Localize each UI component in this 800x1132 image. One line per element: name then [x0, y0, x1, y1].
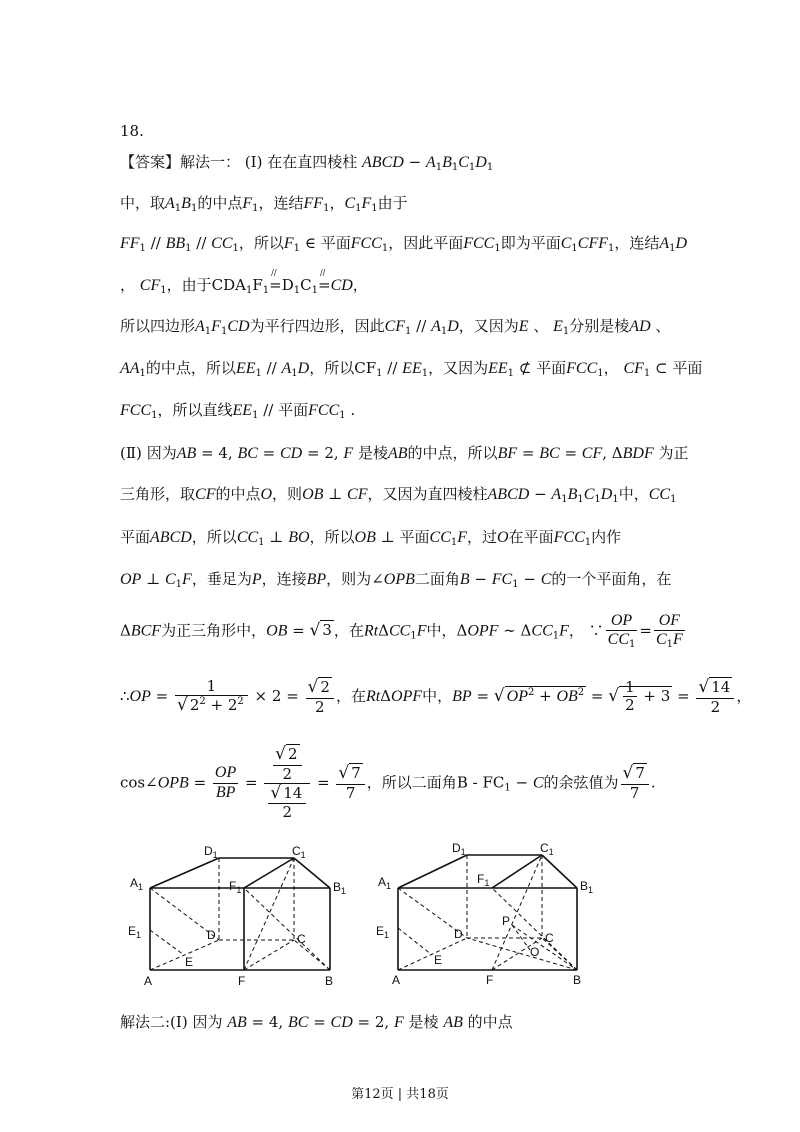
- fig1-label-E1: $E_1$: [128, 924, 142, 940]
- answer-line-14: cos∠OPB = $\frac{OP}{BP}$ = $\frac{\frac{√ 2}{2}}{\frac{√ 14}{2}}$ = $\frac{√ 7}{7}$ ，所以二面角$B - FC_1 - C$的余弦值为 $\frac{√ 7}{7}$ .: [120, 744, 656, 822]
- fig2-label-P: P: [502, 914, 511, 928]
- fig1-label-A1: $A_1$: [130, 876, 144, 892]
- prism-figure-2: [370, 830, 610, 995]
- fig1-label-C1: $C_1$: [292, 844, 306, 860]
- fig1-label-E: E: [185, 955, 194, 969]
- fig2-label-F1: $F_1$: [477, 872, 490, 888]
- answer-line-4: ， $CF_1$，由于$CDA_1F_1$ // $=D_1C_1$ // =CD，: [120, 268, 368, 296]
- fig2-label-D1: $D_1$: [452, 841, 466, 857]
- answer-line-12: ΔBCF为正三角形中，OB = √ 3 ，在RtΔCC$_1$F中，ΔOPF ∼ $\Delta CC_1F$， ∵ $\frac{OP}{CC_1}$ = $\frac{OF}{C_1F}$: [120, 612, 683, 651]
- fig2-label-E: E: [434, 953, 443, 967]
- fig1-label-D1: $D_1$: [204, 844, 218, 860]
- answer-line-6: $AA_1$的中点，所以$EE_1 // A_1D$，所以$CF_1 // EE_1$，又因为$EE_1$ ⊄ 平面$FCC_1$， $CF_1$ ⊂ 平面: [120, 359, 703, 379]
- fig2-label-B: B: [573, 973, 582, 987]
- answer-line-3: $FF_1 // BB_1 // CC_1$，所以$F_1$ ∈ 平面$FCC_1$，因此平面$FCC_1$即为平面$C_1CFF_1$，连结$A_1D$: [120, 234, 688, 254]
- question-number: 18.: [120, 122, 144, 140]
- fig1-label-C: C: [297, 932, 306, 946]
- answer-line-11: OP ⊥ $C_1F$，垂足为P，连接BP，则为∠OPB二面角$B - FC_1 - C$的一个平面角，在: [120, 570, 672, 590]
- method-2-line: 解法二:(Ⅰ) 因为 AB = 4, BC = CD = 2, F 是棱 AB 的中点: [120, 1013, 513, 1031]
- fig1-label-D: D: [207, 928, 216, 942]
- fig2-label-C1: $C_1$: [540, 841, 554, 857]
- fig2-label-F: F: [486, 973, 494, 987]
- answer-line-13: ∴OP = $\frac{1}{√ 2^2 + 2^2}$ × 2 = $\frac{√ 2}{2}$ ，在RtΔOPF中，BP = √ $OP^2 + OB^2$ = √ $\frac{1}{2}$ + 3 = $\frac{√ 14}{2}$ ，: [120, 677, 752, 716]
- fig1-label-B: B: [325, 974, 334, 988]
- fig2-label-E1: $E_1$: [376, 924, 390, 940]
- fig2-label-D: D: [454, 927, 463, 941]
- fig1-label-B1: $B_1$: [333, 880, 347, 896]
- fig2-label-A1: $A_1$: [378, 875, 392, 891]
- fig2-label-C: C: [545, 931, 554, 945]
- fig2-label-A: A: [392, 973, 401, 987]
- fig2-label-B1: $B_1$: [580, 879, 594, 895]
- answer-line-8: (Ⅱ) 因为AB = 4, BC = CD = 2, F 是棱AB的中点，所以BF = BC = CF, ΔBDF 为正: [120, 444, 689, 462]
- answer-line-9: 三角形，取CF的中点O，则OB ⊥ CF，又因为直四棱柱ABCD − $A_1B_1C_1D_1$中，$CC_1$: [120, 485, 677, 505]
- fig1-label-F1: $F_1$: [229, 879, 242, 895]
- answer-line-1: 【答案】解法一： (Ⅰ) 在在直四棱柱 ABCD − $A_1B_1C_1D_1$: [120, 153, 494, 173]
- fig1-label-A: A: [144, 974, 153, 988]
- answer-line-5: 所以四边形$A_1F_1CD$为平行四边形，因此$CF_1 // A_1D$，又因为E 、 $E_1$分别是棱AD 、: [120, 317, 671, 337]
- answer-line-7: $FCC_1$，所以直线$EE_1$ // 平面$FCC_1$ .: [120, 401, 356, 421]
- answer-line-2: 中，取$A_1B_1$的中点$F_1$，连结$FF_1$，$C_1F_1$由于: [120, 194, 408, 214]
- answer-header: 【答案】解法一：: [120, 153, 241, 171]
- fig1-label-F: F: [238, 974, 246, 988]
- fig2-label-O: O: [530, 945, 540, 959]
- prism-figure-1: [122, 835, 352, 995]
- page-footer: 第12页 | 共18页: [351, 1087, 449, 1102]
- answer-line-10: 平面ABCD，所以$CC_1$ ⊥ BO，所以OB ⊥ 平面$CC_1F$，过O在平面$FCC_1$内作: [120, 528, 622, 548]
